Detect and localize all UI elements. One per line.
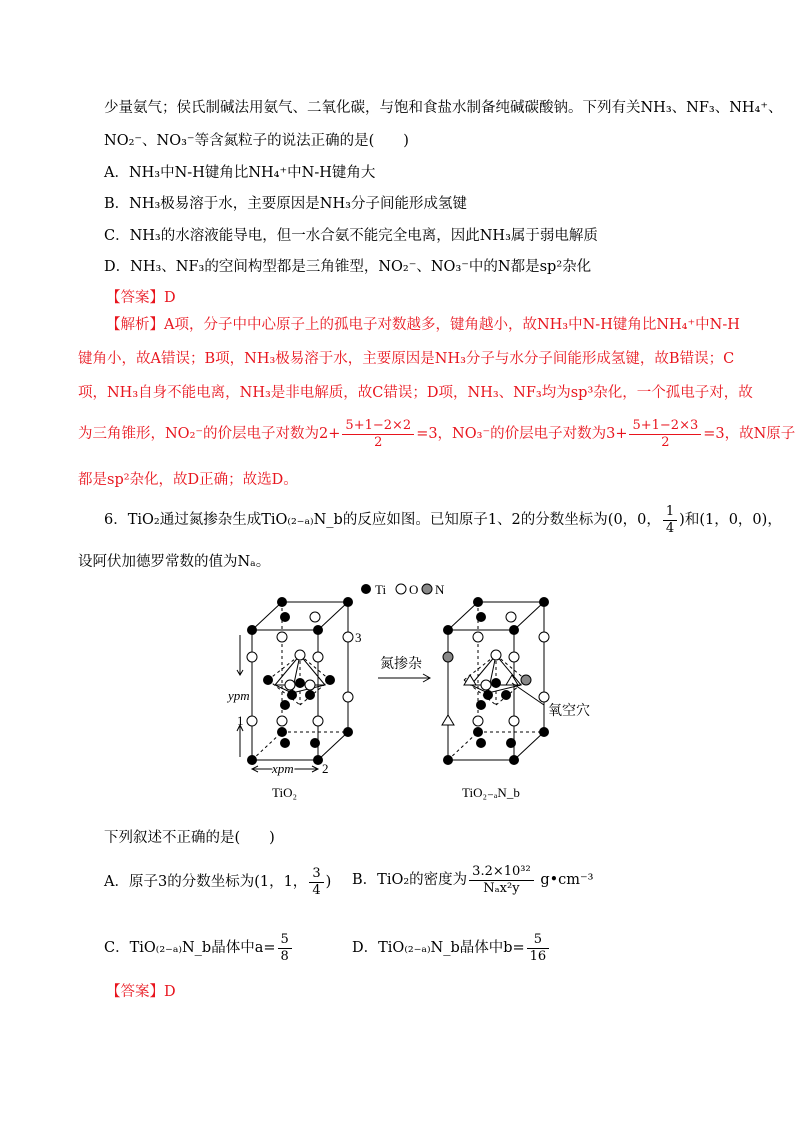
left-caption: TiO₂	[272, 785, 298, 800]
left-cell-atoms	[247, 597, 353, 765]
q6-prompt: 下列叙述不正确的是( )	[104, 830, 275, 846]
q6-stem-fraction	[663, 504, 677, 537]
q6-option-c-fraction	[278, 932, 292, 965]
q6-option-b-numerator: 3.2×10³²	[472, 863, 531, 879]
q6-stem-part-b: )和(1，0，0)，	[679, 512, 782, 528]
legend-o-label: O	[409, 582, 419, 597]
label-1: 1	[237, 713, 244, 728]
q6-option-d-numerator: 5	[533, 931, 543, 947]
q5-stem-line2: NO₂⁻、NO₃⁻等含氮粒子的说法正确的是( )	[104, 133, 409, 149]
q5-option-c: C．NH₃的水溶液能导电，但一水合氨不能完全电离，因此NH₃属于弱电解质	[104, 228, 598, 244]
q6-option-b-denominator: Nₐx²y	[469, 880, 534, 897]
label-3: 3	[355, 630, 362, 645]
q6-option-c-numerator: 5	[280, 931, 289, 947]
q5-analysis-line3: 项，NH₃自身不能电离，NH₃是非电解质，故C错误；D项，NH₃、NF₃均为sp³杂化，一个孤电子对，故	[78, 385, 753, 401]
q6-stem-fraction-denominator: 4	[663, 520, 677, 537]
legend-n-marker	[422, 584, 432, 594]
q6-option-a-numerator: 3	[312, 865, 321, 881]
doping-arrow	[378, 674, 430, 682]
q6-option-c-denominator: 8	[278, 948, 292, 965]
q5-analysis-line2: 键角小，故A错误；B项，NH₃极易溶于水，主要原因是NH₃分子与水分子间能形成氢键，故B错误；C	[78, 351, 735, 367]
fraction-no2	[342, 418, 414, 451]
q6-option-b-fraction	[469, 864, 534, 897]
q6-option-b-text: B．TiO₂的密度为	[352, 872, 468, 888]
crystal-structure-figure	[228, 575, 590, 805]
fraction-no3-denominator: 2	[629, 434, 701, 451]
q6-stem-fraction-numerator: 1	[665, 503, 675, 519]
q6-stem-part-a: 6．TiO₂通过氮掺杂生成TiO₍₂₋ₐ₎N_b的反应如图。已知原子1、2的分数坐标为(0，0，	[104, 512, 661, 528]
fraction-no2-denominator: 2	[342, 434, 414, 451]
q6-option-d-fraction	[527, 932, 550, 965]
q6-option-a-fraction	[309, 866, 323, 899]
analysis-line4-part-b: =3，NO₃⁻的价层电子对数为3+	[416, 426, 628, 442]
q6-stem-line1	[104, 500, 782, 540]
q6-answer: 【答案】D	[106, 984, 176, 1000]
y-dimension-label: ypm	[228, 688, 250, 703]
analysis-line4-part-a: 为三角锥形，NO₂⁻的价层电子对数为2+	[78, 426, 341, 442]
legend-n-label: N	[435, 582, 445, 597]
q6-option-b	[352, 860, 594, 900]
q5-option-d: D．NH₃、NF₃的空间构型都是三角锥型，NO₂⁻、NO₃⁻中的N都是sp²杂化	[104, 259, 592, 275]
q6-option-c	[104, 928, 294, 968]
fraction-no3-numerator: 5+1−2×3	[632, 417, 699, 433]
q6-option-d-text: D．TiO₍₂₋ₐ₎N_b晶体中b=	[352, 940, 525, 956]
q6-option-a-denominator: 4	[309, 882, 323, 899]
q6-option-c-text: C．TiO₍₂₋ₐ₎N_b晶体中a=	[104, 940, 276, 956]
q5-analysis-line1: 【解析】A项，分子中中心原子上的孤电子对数越多，键角越小，故NH₃中N-H键角比NH₄⁺中N-H	[106, 317, 740, 333]
right-caption: TiO₂₋ₐN_b	[462, 785, 520, 800]
q6-option-a	[104, 862, 331, 902]
analysis-line4-part-c: =3，故N原子	[703, 426, 796, 442]
q5-analysis-line4	[78, 414, 795, 454]
q6-stem-line2: 设阿伏加德罗常数的值为Nₐ。	[78, 554, 271, 570]
q6-option-a-text: A．原子3的分数坐标为(1，1，	[104, 874, 308, 890]
q6-option-d-denominator: 16	[527, 948, 550, 965]
vacancy-pointer	[512, 683, 544, 705]
right-cell-atoms	[442, 597, 549, 765]
legend-ti-marker	[361, 584, 371, 594]
legend-o-marker	[396, 584, 406, 594]
legend-ti-label: Ti	[375, 582, 387, 597]
q5-answer: 【答案】D	[106, 290, 176, 306]
q6-option-a-tail: )	[325, 874, 332, 890]
x-dimension-label: xpm	[272, 761, 294, 776]
q5-stem-line1: 少量氨气；侯氏制碱法用氨气、二氧化碳，与饱和食盐水制备纯碱碳酸钠。下列有关NH₃、NF₃、NH₄⁺、	[104, 100, 783, 116]
doping-arrow-label: 氮掺杂	[380, 657, 422, 672]
fraction-no3	[629, 418, 701, 451]
fraction-no2-numerator: 5+1−2×2	[345, 417, 412, 433]
q5-analysis-line5: 都是sp²杂化，故D正确；故选D。	[78, 472, 298, 488]
q5-option-a: A．NH₃中N-H键角比NH₄⁺中N-H键角大	[104, 165, 376, 181]
q6-option-d	[352, 928, 551, 968]
q6-option-b-tail: g•cm⁻³	[535, 872, 594, 888]
vacancy-label: 氧空穴	[548, 704, 590, 719]
label-2: 2	[322, 761, 329, 776]
q5-option-b: B．NH₃极易溶于水，主要原因是NH₃分子间能形成氢键	[104, 196, 467, 212]
